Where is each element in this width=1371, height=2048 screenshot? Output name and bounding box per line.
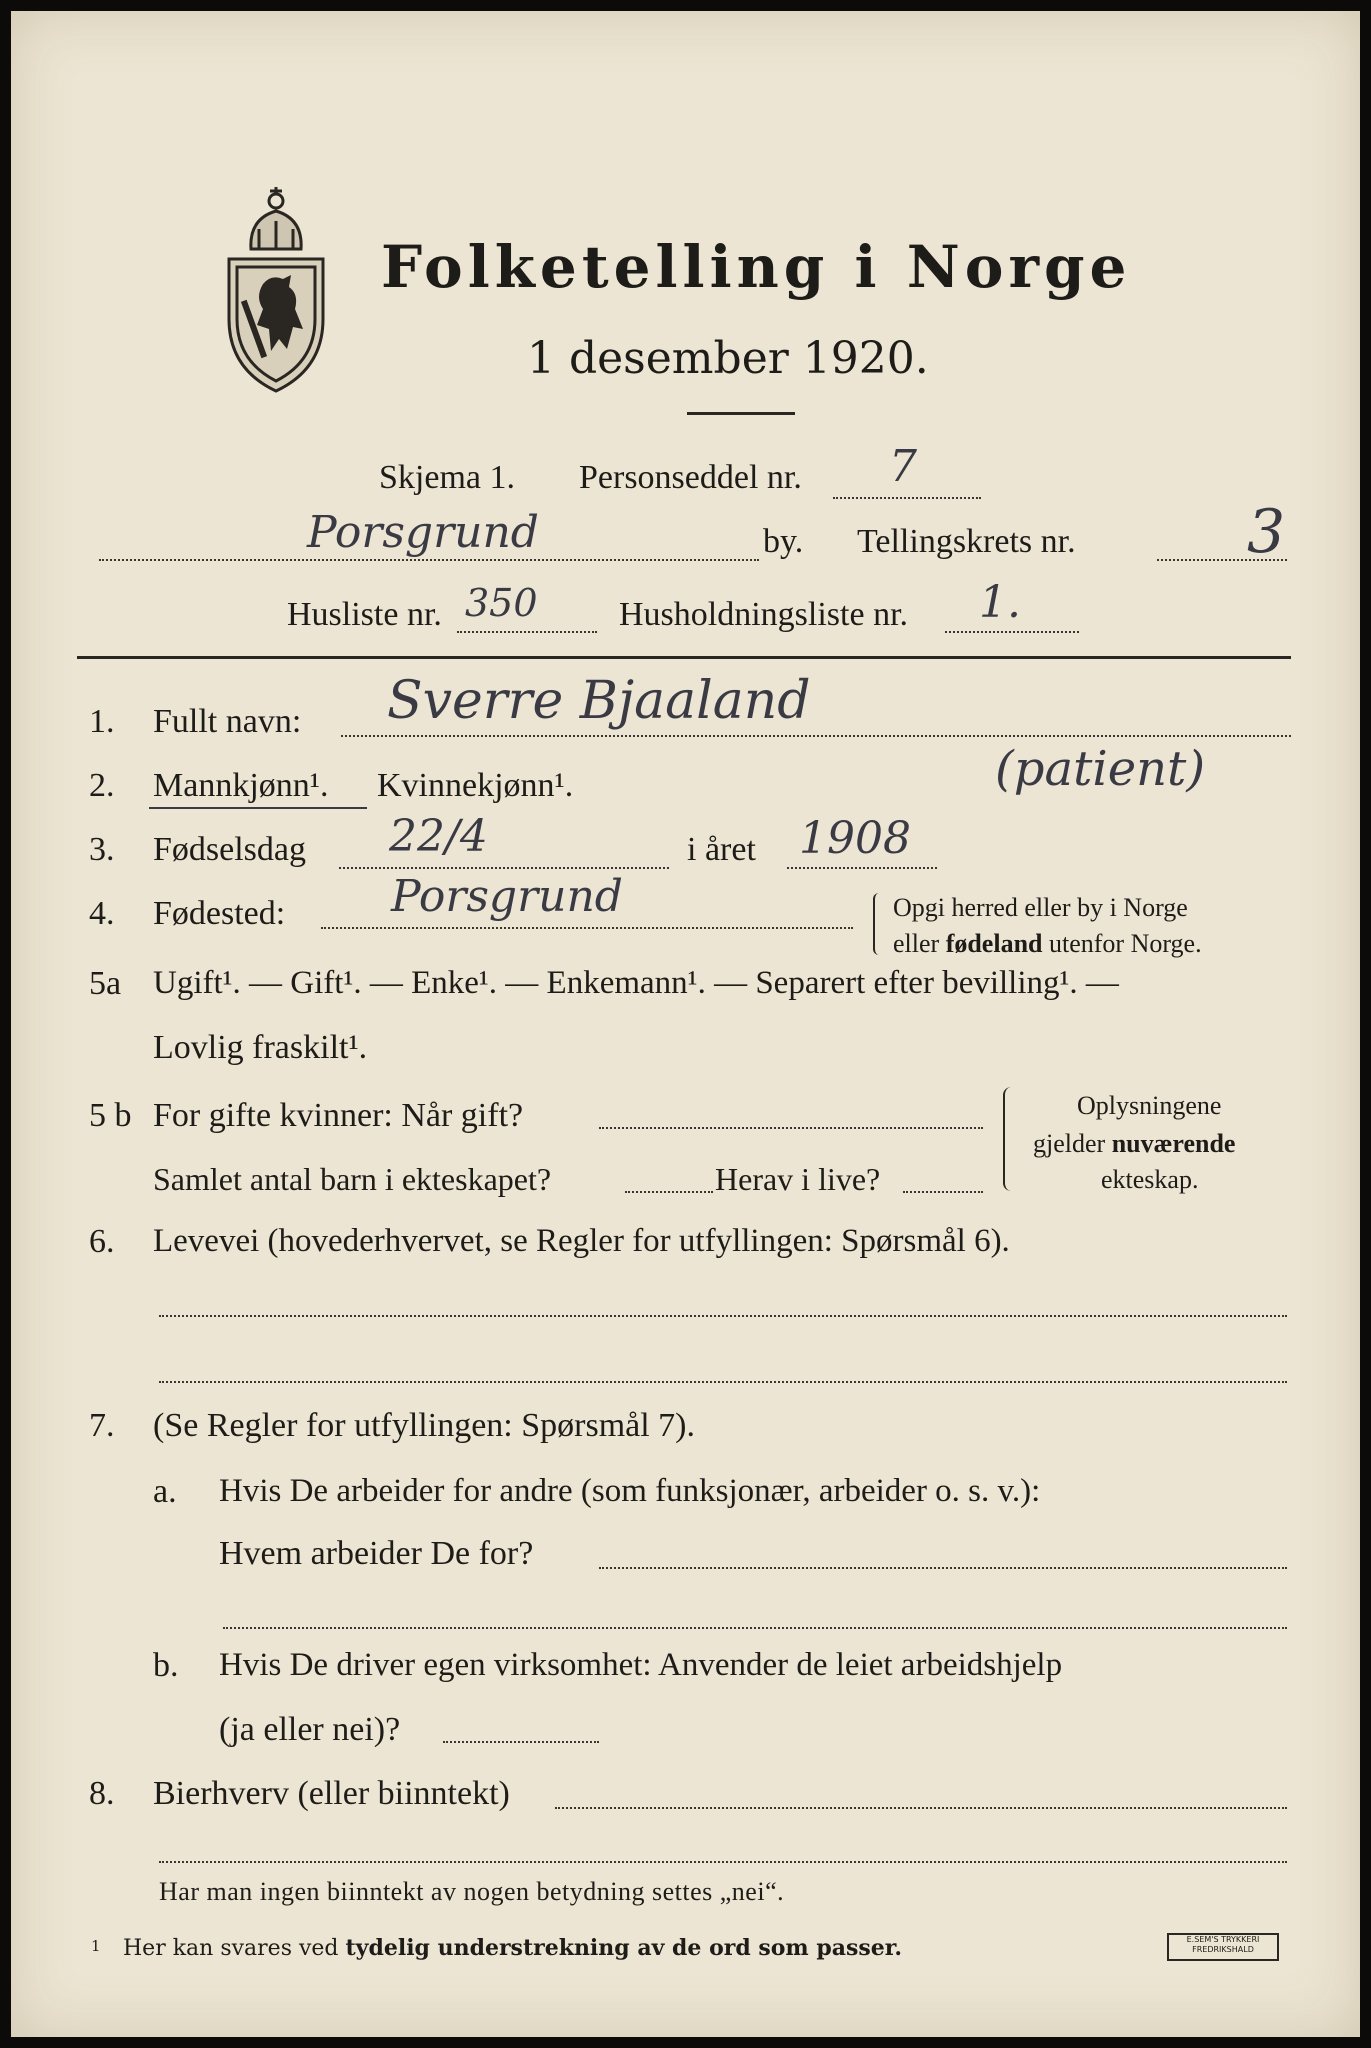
q4-note-line1: Opgi herred eller by i Norge [893,893,1188,922]
q1-number: 1. [89,703,115,740]
birth-year-value: 1908 [799,813,911,864]
q8-label: Bierhverv (eller biinntekt) [153,1775,510,1812]
hired-help-line [443,1741,599,1743]
q4-note-line2: eller fødeland utenfor Norge. [893,929,1202,958]
norway-coat-of-arms-icon [211,179,341,394]
q5b-note-line1: Oplysningene [1077,1091,1222,1120]
q5b-number: 5 b [89,1097,132,1134]
by-line [99,559,759,561]
q7b-line2: (ja eller nei)? [219,1711,401,1748]
married-when-label: For gifte kvinner: Når gift? [153,1097,524,1134]
husholdning-value: 1. [979,577,1021,628]
footnote-text: Her kan svares ved tydelig understrekning av de ord som passer. [123,1935,903,1961]
q8-number: 8. [89,1775,115,1812]
birth-year-line [787,867,937,869]
q4-note-brace [873,893,885,955]
birthplace-line [321,927,853,929]
side-income-line-1 [555,1807,1287,1809]
q7a-line2: Hvem arbeider De for? [219,1535,534,1572]
employer-line-1 [599,1567,1287,1569]
form-title: Folketelling i Norge [381,233,1132,301]
footnote-mark: 1 [91,1937,101,1955]
sex-male-option: Mannkjønn¹. [153,767,329,804]
married-when-line [599,1127,983,1129]
birth-year-label: i året [687,831,756,868]
husliste-value: 350 [465,581,538,625]
title-divider [687,412,795,415]
skjema-label: Skjema 1. [379,459,515,496]
header-divider [77,656,1291,659]
q2-number: 2. [89,767,115,804]
children-total-label: Samlet antal barn i ekteskapet? [153,1161,552,1197]
full-name-note: (patient) [995,741,1206,797]
birthplace-value: Porsgrund [391,871,623,922]
q5b-note-brace [1003,1087,1015,1191]
by-value: Porsgrund [307,507,539,558]
by-label: by. [763,523,804,560]
printer-stamp: E.SEM'S TRYKKERI FREDRIKSHALD [1167,1933,1279,1961]
occupation-line-1 [159,1315,1287,1317]
q7b-letter: b. [153,1647,179,1684]
q1-line [341,735,1291,737]
q5b-note-line2: gjelder nuværende [1033,1129,1236,1158]
husholdning-label: Husholdningsliste nr. [619,596,909,633]
marital-status-divorced: Lovlig fraskilt¹. [153,1029,368,1066]
marital-status-options: Ugift¹. — Gift¹. — Enke¹. — Enkemann¹. — Separert efter bevilling¹. — [153,965,1119,1001]
personseddel-line [833,497,981,499]
q8-note: Har man ingen biinntekt av nogen betydning settes „nei“. [159,1877,785,1906]
husholdning-line [945,631,1079,633]
q7a-line1: Hvis De arbeider for andre (som funksjonær, arbeider o. s. v.): [219,1473,1041,1509]
q1-label: Fullt navn: [153,703,302,740]
children-alive-line [903,1191,983,1193]
q7b-line1: Hvis De driver egen virksomhet: Anvender de leiet arbeidshjelp [219,1647,1063,1683]
sex-female-option: Kvinnekjønn¹. [377,767,574,804]
census-form-page [11,11,1360,2037]
side-income-line-2 [159,1861,1287,1863]
husliste-line [457,631,597,633]
tellingskrets-label: Tellingskrets nr. [857,523,1076,560]
personseddel-value: 7 [889,441,917,492]
q5b-note-line3: ekteskap. [1101,1165,1199,1194]
children-total-line [625,1191,713,1193]
q7-number: 7. [89,1407,115,1444]
full-name-value: Sverre Bjaaland [387,671,811,731]
q4-label: Fødested: [153,895,286,932]
husliste-label: Husliste nr. [287,596,442,633]
q3-label: Fødselsdag [153,831,306,868]
q6-label: Levevei (hovederhvervet, se Regler for utfyllingen: Spørsmål 6). [153,1223,1010,1259]
tellingskrets-value: 3 [1247,497,1286,567]
census-date: 1 desember 1920. [527,333,929,384]
q7a-letter: a. [153,1473,177,1510]
q6-number: 6. [89,1223,115,1260]
birthday-line [339,867,669,869]
personseddel-label: Personseddel nr. [579,459,802,496]
q3-number: 3. [89,831,115,868]
employer-line-2 [223,1627,1287,1629]
children-alive-label: Herav i live? [715,1161,881,1197]
q5a-number: 5a [89,965,122,1002]
q7-label: (Se Regler for utfyllingen: Spørsmål 7). [153,1407,696,1444]
sex-male-underline [149,807,367,809]
q4-number: 4. [89,895,115,932]
birthday-value: 22/4 [389,811,488,862]
occupation-line-2 [159,1381,1287,1383]
